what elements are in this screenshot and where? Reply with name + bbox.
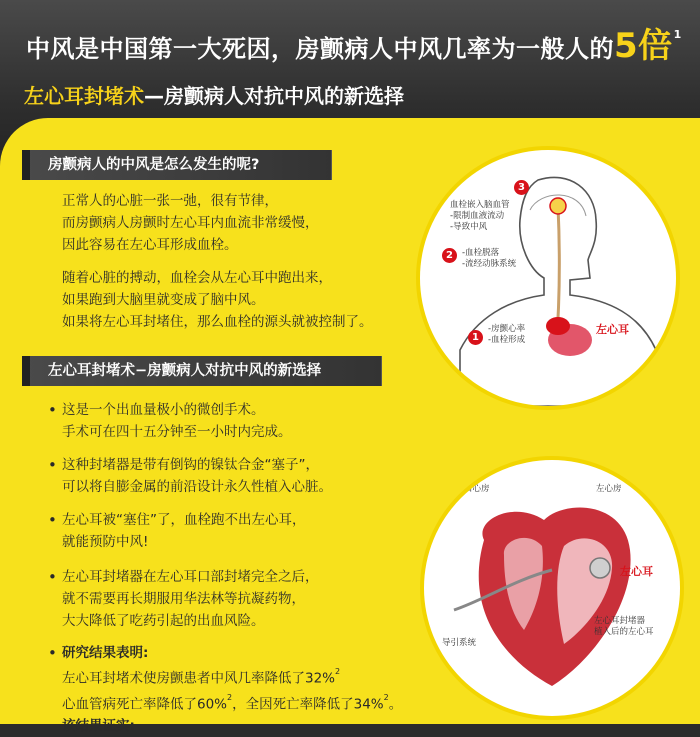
footnote-ref: 2 — [383, 692, 389, 702]
text-line: 左心耳被“塞住”了，血栓跑不出左心耳， — [62, 512, 306, 528]
bullet-dot-icon: • — [48, 511, 57, 529]
confirm-title: 该结果证实: — [62, 718, 135, 734]
page-headline — [26, 18, 686, 67]
step-2-label — [462, 248, 516, 270]
result-line-1 — [62, 664, 402, 690]
bullet-dot-icon: • — [48, 568, 57, 586]
text-line: 就不需要再长期服用华法林等抗凝药物， — [62, 591, 305, 607]
bullet-item-3 — [48, 509, 306, 553]
section-title-1: 房颤病人的中风是怎么发生的呢? — [22, 150, 332, 180]
result-text: 左心耳封堵术使房颤患者中风几率降低了32% — [62, 670, 336, 687]
step-3-label — [450, 200, 510, 233]
result-text: ，全因死亡率降低了34% — [232, 696, 384, 712]
result-line-2 — [62, 690, 402, 716]
left-atrium-label: 左心房 — [596, 484, 622, 494]
step-3-badge: 3 — [514, 180, 529, 195]
text-line: 如果将左心耳封堵住，那么血栓的源头就被控制了。 — [62, 314, 373, 330]
laa-label-2: 左心耳 — [620, 565, 653, 578]
text-line: 因此容易在左心耳形成血栓。 — [62, 237, 238, 253]
heart-outline — [479, 508, 631, 686]
result-title: 研究结果表明: — [62, 645, 149, 661]
page-subtitle — [24, 80, 684, 109]
footnote-ref: 2 — [335, 667, 341, 676]
laa-label: 左心耳 — [596, 323, 629, 336]
result-text: 。 — [388, 696, 403, 712]
label-line: 植入后的左心耳 — [594, 627, 654, 637]
subtitle-text: —房颤病人对抗中风的新选择 — [144, 84, 404, 108]
section1-paragraph-2 — [62, 267, 373, 333]
subtitle-emphasis: 左心耳封堵术 — [24, 84, 144, 108]
body-illustration — [420, 150, 676, 406]
text-line: 大大降低了吃药引起的出血风险。 — [62, 613, 265, 629]
text-line: 随着心脏的搏动，血栓会从左心耳中跑出来， — [62, 270, 332, 286]
step-2-badge: 2 — [442, 248, 457, 263]
label-line: -限制血液流动 — [450, 211, 505, 221]
bullet-item-4 — [48, 566, 319, 632]
text-line: 就能预防中风! — [62, 534, 149, 550]
stroke-path-diagram — [420, 150, 676, 406]
right-atrium-label: 右心房 — [464, 484, 490, 494]
headline-footnote: 1 — [673, 28, 682, 41]
headline-emphasis: 5倍 — [614, 26, 673, 66]
section-title-2: 左心耳封堵术−房颤病人对抗中风的新选择 — [22, 356, 382, 386]
text-line: 可以将自膨金属的前沿设计永久性植入心脏。 — [62, 479, 332, 495]
label-line: 血栓嵌入脑血管 — [450, 200, 510, 210]
label-line: -血栓脱落 — [462, 248, 500, 258]
device-label — [594, 616, 654, 638]
text-line: 而房颤病人房颤时左心耳内血流非常缓慢， — [62, 215, 319, 231]
step-1-label — [488, 324, 525, 346]
step-1-badge: 1 — [468, 330, 483, 345]
bullet-dot-icon: • — [48, 644, 57, 662]
heart-device-diagram — [424, 460, 680, 716]
section1-paragraph-1 — [62, 190, 319, 256]
bullet-dot-icon: • — [48, 401, 57, 419]
heart-illustration — [424, 460, 680, 716]
bullet-dot-icon: • — [48, 456, 57, 474]
text-line: 如果跑到大脑里就变成了脑中风。 — [62, 292, 265, 308]
text-line: 左心耳封堵器在左心耳口部封堵完全之后， — [62, 569, 319, 585]
headline-text: 中风是中国第一大死因，房颤病人中风几率为一般人的 — [26, 35, 614, 63]
label-line: -流经动脉系统 — [462, 259, 517, 269]
laa-shape — [546, 317, 570, 335]
text-line: 正常人的心脏一张一弛，很有节律， — [62, 193, 278, 209]
text-line: 手术可在四十五分钟至一小时内完成。 — [62, 424, 292, 440]
footnote-ref: 2 — [227, 692, 233, 702]
label-line: -血栓形成 — [488, 335, 526, 345]
bullet-item-1 — [48, 399, 292, 443]
bullet-item-2 — [48, 454, 332, 498]
result-block — [48, 642, 403, 737]
text-line: 这种封堵器是带有倒钩的镍钛合金“塞子”， — [62, 457, 319, 473]
text-line: 这是一个出血量极小的微创手术。 — [62, 402, 265, 418]
label-line: -导致中风 — [450, 222, 488, 232]
label-line: 左心耳封堵器 — [594, 616, 646, 626]
occluder-device-icon — [590, 558, 610, 578]
result-text: 心血管病死亡率降低了60% — [62, 696, 228, 712]
label-line: -房颤心率 — [488, 324, 526, 334]
guide-system-label: 导引系统 — [442, 638, 477, 648]
clot-burst-icon — [550, 198, 566, 214]
